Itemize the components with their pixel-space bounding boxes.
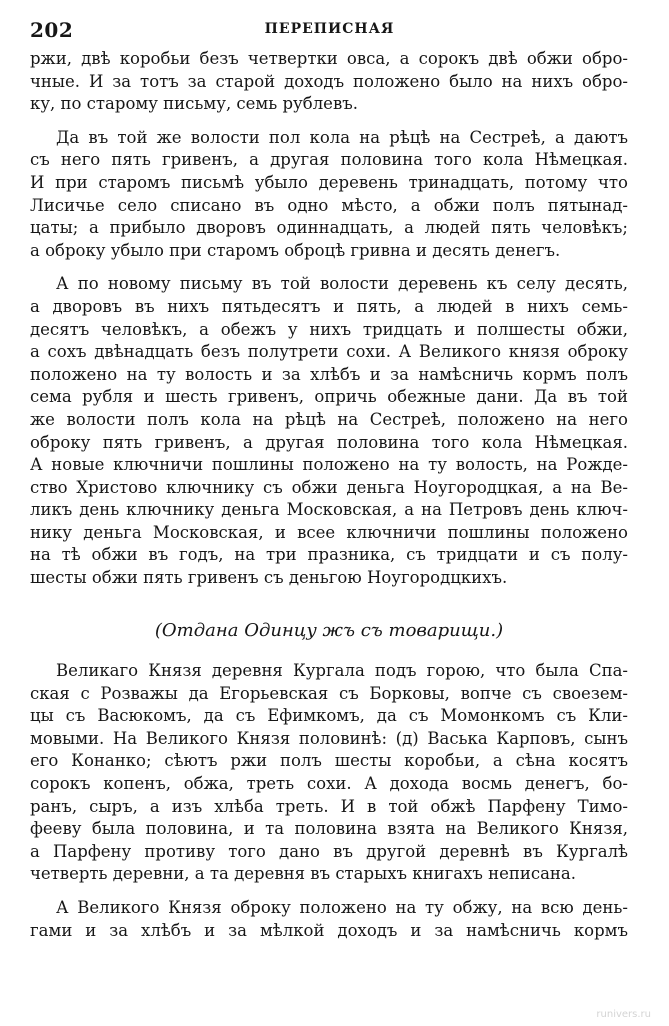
paragraph-3 (30, 273, 628, 589)
text-line: Лисичье село списано въ одно мѣсто, а обжи полъ пятынад- (30, 195, 628, 215)
section-heading: (Отдана Одинцу жъ съ товарищи.) (154, 620, 504, 641)
text-block-bottom (30, 660, 628, 953)
text-line: четверть деревни, а та деревня въ старыхъ книгахъ неписана. (30, 864, 577, 884)
text-line: на тѣ обжи въ годъ, на три празника, съ тридцати и съ полу- (30, 545, 628, 565)
text-line: положено на ту волость и за хлѣбъ и за намѣсничь кормъ полъ (30, 364, 628, 384)
text-line: а дворовъ въ нихъ пятьдесятъ и пять, а людей в нихъ семь- (30, 296, 628, 316)
text-line: И при старомъ письмѣ убыло деревень тринадцать, потому что (30, 172, 628, 192)
text-line: цаты; а прибыло дворовъ одиннадцать, а людей пять человѣкъ; (30, 218, 628, 238)
text-line: чные. И за тотъ за старой доходъ положено было на нихъ обро- (30, 71, 628, 91)
paragraph-2 (30, 127, 628, 263)
text-line: шесты обжи пять гривенъ съ деньгою Ноугородцкихъ. (30, 568, 508, 588)
text-line: ликъ день ключнику деньга Московская, а на Петровъ день ключ- (30, 500, 628, 520)
text-line: а сохъ двѣнадцать безъ полутрети сохи. А Великого князя оброку (30, 342, 628, 362)
text-line: десятъ человѣкъ, а обежъ у нихъ тридцать и полшесты обжи, (30, 319, 628, 339)
text-line: фееву была половина, и та половина взята на Великого Князя, (30, 819, 628, 839)
text-line: а оброку убыло при старомъ оброцѣ гривна и десять денегъ. (30, 240, 561, 260)
text-block-top (30, 48, 628, 601)
text-line: ранъ, сыръ, а изъ хлѣба треть. И в той обжѣ Парфену Тимо- (30, 796, 628, 816)
paragraph-4 (30, 660, 628, 886)
text-line: сема рубля и шесть гривенъ, опричь обежные дани. Да въ той (30, 387, 628, 407)
text-line: А по новому письму въ той волости деревень къ селу десять, (56, 274, 628, 294)
text-line: Великаго Князя деревня Кургала подъ горою, что была Спа- (56, 661, 628, 680)
text-line: ская с Розважы да Егорьевская съ Борковы, вопче съ своезем- (30, 683, 628, 703)
page-number: 202 (30, 18, 74, 42)
text-line: гами и за хлѣбъ и за мѣлкой доходъ и за намѣсничь кормъ (30, 920, 628, 940)
text-line: ржи, двѣ коробьи безъ четвертки овса, а сорокъ двѣ обжи обро- (30, 49, 628, 68)
text-line: нику деньга Московская, и всее ключничи пошлины положено (30, 522, 628, 542)
text-line: А новые ключничи пошлины положено на ту волость, на Рожде- (30, 455, 628, 475)
text-line: ку, по старому письму, семь рублевъ. (30, 94, 358, 114)
text-line: сорокъ копенъ, обжа, треть сохи. А дохода восмь денегъ, бо- (30, 773, 628, 793)
text-line: мовыми. На Великого Князя половинѣ: (д) Васька Карповъ, сынъ (30, 728, 628, 748)
paragraph-1 (30, 48, 628, 116)
text-line: цы съ Васюкомъ, да съ Ефимкомъ, да съ Момонкомъ съ Кли- (30, 706, 628, 726)
text-line: его Конанко; сѣютъ ржи полъ шесты коробьи, а сѣна косятъ (30, 751, 628, 771)
text-line: а Парфену противу того дано въ другой деревнѣ въ Кургалѣ (30, 841, 628, 861)
text-line: Да въ той же волости пол кола на рѣцѣ на Сестреѣ, а даютъ (56, 127, 628, 147)
text-line: же волости полъ кола на рѣцѣ на Сестреѣ, положено на него (30, 409, 628, 429)
text-line: оброку пять гривенъ, а другая половина того кола Нѣмецкая. (30, 432, 628, 452)
text-line: А Великого Князя оброку положено на ту обжу, на всю день- (56, 897, 628, 917)
watermark: runivers.ru (596, 1009, 651, 1020)
page-header (30, 18, 629, 42)
text-line: съ него пять гривенъ, а другая половина того кола Нѣмецкая. (30, 150, 628, 170)
text-line: ство Христово ключнику съ обжи деньга Ноугородцкая, а на Ве- (30, 477, 628, 497)
running-title: ПЕРЕПИСНАЯ (264, 21, 395, 37)
paragraph-5 (30, 897, 628, 942)
